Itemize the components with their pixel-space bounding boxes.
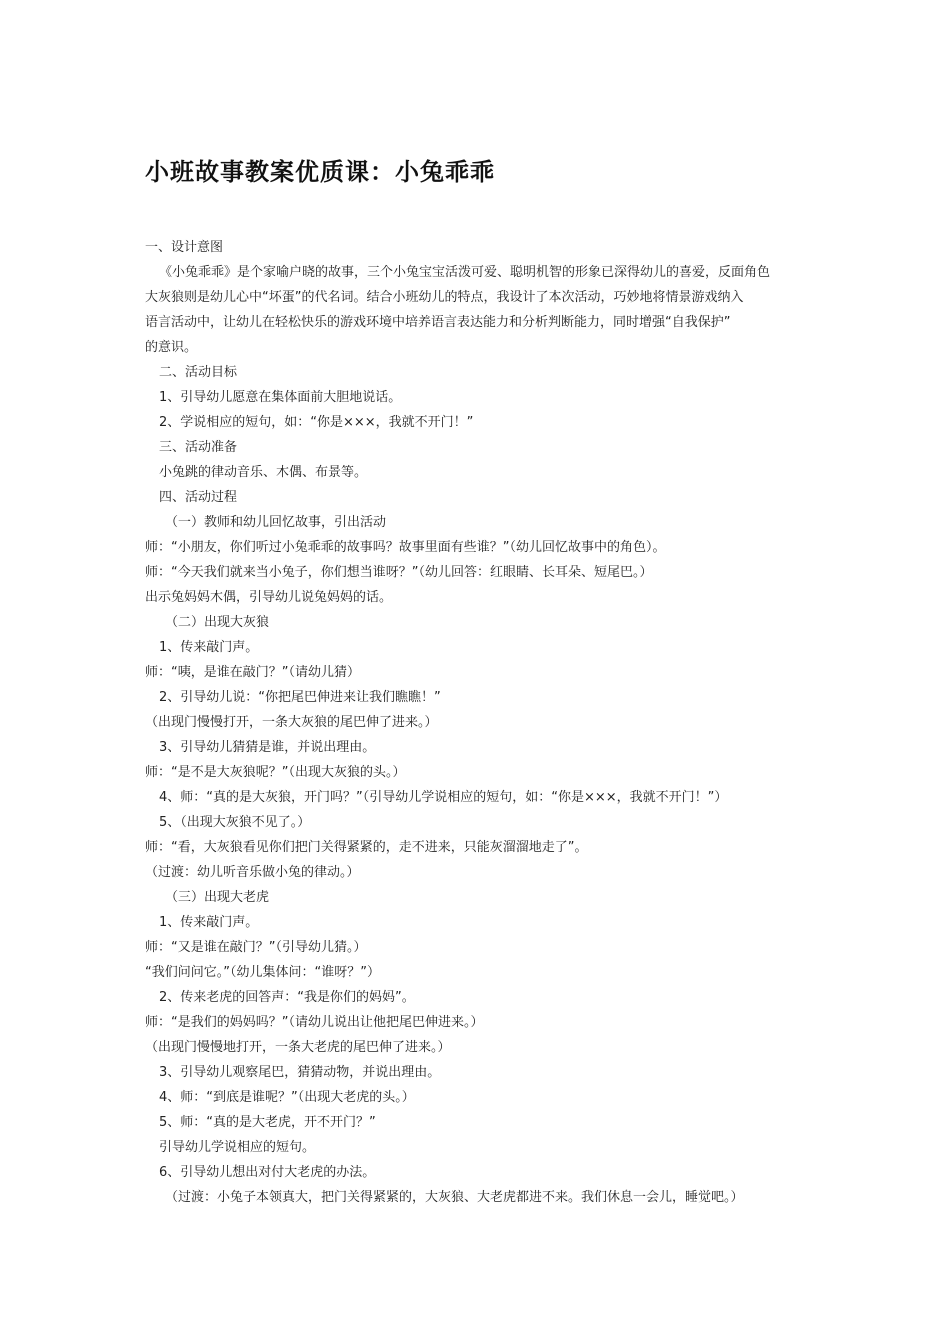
list-item: 1、传来敲门声。 (159, 915, 259, 930)
paragraph-line: （出现门慢慢地打开，一条大老虎的尾巴伸了进来。） (145, 1040, 451, 1055)
paragraph-line: 大灰狼则是幼儿心中“坏蛋”的代名词。结合小班幼儿的特点，我设计了本次活动，巧妙地将情景游戏纳入 (145, 290, 744, 305)
document-title: 小班故事教案优质课：小兔乖乖 (145, 157, 495, 186)
dialogue-line: 师：“是我们的妈妈吗？”（请幼儿说出让他把尾巴伸进来。） (145, 1015, 484, 1030)
paragraph-line: 出示兔妈妈木偶，引导幼儿说兔妈妈的话。 (145, 590, 393, 605)
paragraph-line: （过渡：小兔子本领真大，把门关得紧紧的，大灰狼、大老虎都进不来。我们休息一会儿，睡觉吧。） (165, 1190, 744, 1205)
paragraph-line: 《小兔乖乖》是个家喻户晓的故事，三个小兔宝宝活泼可爱、聪明机智的形象已深得幼儿的喜爱，反面角色 (159, 265, 771, 280)
list-item: 2、传来老虎的回答声：“我是你们的妈妈”。 (159, 990, 415, 1005)
paragraph-line: （出现门慢慢打开，一条大灰狼的尾巴伸了进来。） (145, 715, 438, 730)
list-item: 2、引导幼儿说：“你把尾巴伸进来让我们瞧瞧！” (159, 690, 441, 705)
list-item: 6、引导幼儿想出对付大老虎的办法。 (159, 1165, 376, 1180)
paragraph-line: 引导幼儿学说相应的短句。 (159, 1140, 316, 1155)
list-item: 2、学说相应的短句，如：“你是×××，我就不开门！” (159, 415, 474, 430)
paragraph-line: 的意识。 (145, 340, 198, 355)
list-item: 1、引导幼儿愿意在集体面前大胆地说话。 (159, 390, 402, 405)
section-heading: 三、活动准备 (159, 440, 238, 455)
list-item: 5、（出现大灰狼不见了。） (159, 815, 311, 830)
dialogue-line: 师：“今天我们就来当小兔子，你们想当谁呀？”（幼儿回答：红眼睛、长耳朵、短尾巴。） (145, 565, 653, 580)
section-heading: 四、活动过程 (159, 490, 238, 505)
paragraph-line: （过渡：幼儿听音乐做小兔的律动。） (145, 865, 360, 880)
section-heading: 二、活动目标 (159, 365, 238, 380)
section-heading: 一、设计意图 (145, 240, 224, 255)
dialogue-line: 师：“是不是大灰狼呢？”（出现大灰狼的头。） (145, 765, 406, 780)
dialogue-line: 师：“小朋友，你们听过小兔乖乖的故事吗？故事里面有些谁？”（幼儿回忆故事中的角色）。 (145, 540, 666, 555)
paragraph-line: 小兔跳的律动音乐、木偶、布景等。 (159, 465, 368, 480)
list-item: 3、引导幼儿猜猜是谁，并说出理由。 (159, 740, 376, 755)
dialogue-line: 师：“咦，是谁在敲门？”（请幼儿猜） (145, 665, 360, 680)
dialogue-line: “我们问问它。”（幼儿集体问：“谁呀？”） (145, 965, 380, 980)
dialogue-line: 师：“又是谁在敲门？”（引导幼儿猜。） (145, 940, 367, 955)
subsection-heading: （一）教师和幼儿回忆故事，引出活动 (165, 515, 387, 530)
subsection-heading: （三）出现大老虎 (165, 890, 270, 905)
document-body (145, 235, 810, 1210)
paragraph-line: 语言活动中，让幼儿在轻松快乐的游戏环境中培养语言表达能力和分析判断能力，同时增强“自我保护” (145, 315, 731, 330)
list-item: 3、引导幼儿观察尾巴，猜猜动物，并说出理由。 (159, 1065, 441, 1080)
list-item: 5、师：“真的是大老虎，开不开门？” (159, 1115, 376, 1130)
subsection-heading: （二）出现大灰狼 (165, 615, 270, 630)
list-item: 4、师：“到底是谁呢？”（出现大老虎的头。） (159, 1090, 415, 1105)
list-item: 1、传来敲门声。 (159, 640, 259, 655)
dialogue-line: 师：“看，大灰狼看见你们把门关得紧紧的，走不进来，只能灰溜溜地走了”。 (145, 840, 588, 855)
list-item: 4、师：“真的是大灰狼，开门吗？”（引导幼儿学说相应的短句，如：“你是×××，我就不开门！”） (159, 790, 728, 805)
